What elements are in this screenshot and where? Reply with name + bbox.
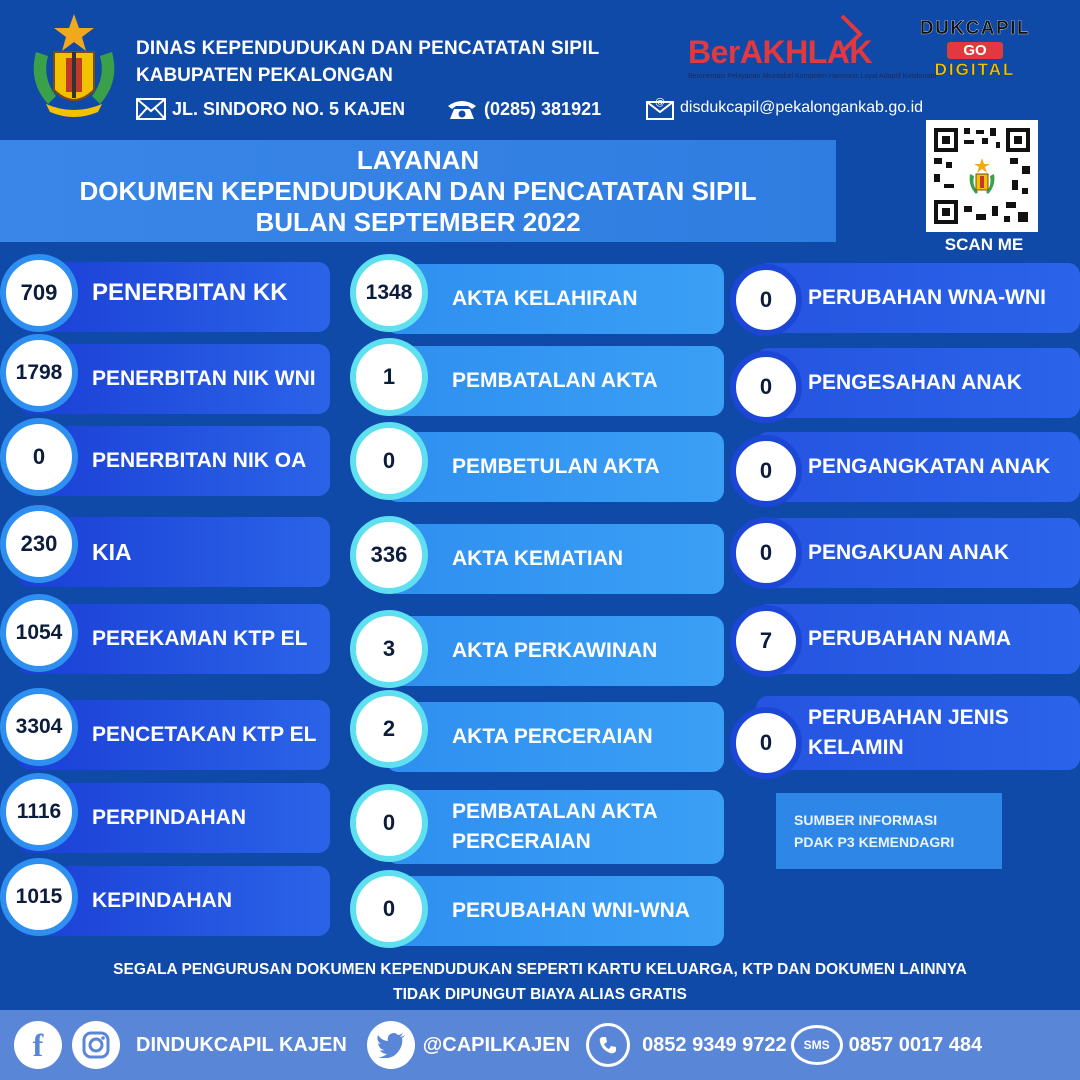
service-count: 230 bbox=[0, 505, 78, 583]
header bbox=[0, 0, 1080, 135]
service-count: 0 bbox=[350, 422, 428, 500]
berakhlak-tagline: Berorientasi Pelayanan Akuntabel Kompeten Harmonis Loyal Adaptif Kolaboratif bbox=[688, 73, 937, 80]
dukcapil-logo-line1: DUKCAPIL bbox=[919, 18, 1031, 39]
service-count: 0 bbox=[350, 784, 428, 862]
title-banner bbox=[0, 140, 836, 242]
service-label bbox=[452, 797, 658, 857]
sms-badge-label: SMS bbox=[803, 1038, 830, 1052]
service-count: 0 bbox=[730, 351, 802, 423]
qr-caption: SCAN ME bbox=[944, 235, 1024, 254]
title-line1: LAYANAN bbox=[356, 144, 480, 175]
service-count: 1798 bbox=[0, 334, 78, 412]
service-label: PENERBITAN KK bbox=[92, 279, 288, 306]
free-service-notice bbox=[0, 957, 1080, 1007]
service-count: 0 bbox=[730, 707, 802, 779]
service-label: PEREKAMAN KTP EL bbox=[92, 627, 308, 650]
whatsapp-icon[interactable] bbox=[586, 1023, 630, 1067]
service-label: PEMBATALAN AKTA bbox=[452, 369, 658, 392]
service-label: KIA bbox=[92, 539, 132, 565]
service-count: 0 bbox=[730, 517, 802, 589]
service-label: PENGESAHAN ANAK bbox=[808, 371, 1022, 394]
envelope-icon bbox=[136, 98, 166, 120]
service-label: PERUBAHAN NAMA bbox=[808, 627, 1011, 650]
service-count: 3304 bbox=[0, 688, 78, 766]
service-label: AKTA PERKAWINAN bbox=[452, 639, 658, 662]
service-count: 2 bbox=[350, 690, 428, 768]
service-label: PENGAKUAN ANAK bbox=[808, 541, 1010, 564]
berakhlak-word: BerAKHLAK bbox=[688, 34, 872, 70]
service-label: AKTA KELAHIRAN bbox=[452, 287, 638, 310]
service-label-line2: KELAMIN bbox=[808, 736, 904, 759]
service-count: 1015 bbox=[0, 858, 78, 936]
source-info-box bbox=[776, 793, 1002, 869]
facebook-icon[interactable]: f bbox=[14, 1021, 62, 1069]
email-icon bbox=[646, 96, 674, 120]
twitter-handle[interactable]: @CAPILKAJEN bbox=[422, 1033, 571, 1056]
email-text: disdukcapil@pekalongankab.go.id bbox=[680, 99, 924, 116]
whatsapp-number[interactable]: 0852 9349 9722 bbox=[642, 1033, 787, 1056]
service-count: 1348 bbox=[350, 254, 428, 332]
service-count: 7 bbox=[730, 605, 802, 677]
phone-text: (0285) 381921 bbox=[484, 98, 602, 119]
org-name-line1: DINAS KEPENDUDUKAN DAN PENCATATAN SIPIL bbox=[136, 38, 600, 59]
service-label-line1: PEMBATALAN AKTA bbox=[452, 800, 658, 823]
footer-contacts bbox=[0, 1010, 1080, 1080]
org-name-line2: KABUPATEN PEKALONGAN bbox=[136, 65, 393, 86]
service-count: 0 bbox=[730, 435, 802, 507]
instagram-icon[interactable] bbox=[72, 1021, 120, 1069]
service-count: 709 bbox=[0, 254, 78, 332]
service-label-line1: PERUBAHAN JENIS bbox=[808, 706, 1009, 729]
service-label: PENCETAKAN KTP EL bbox=[92, 723, 317, 746]
notice-line1: SEGALA PENGURUSAN DOKUMEN KEPENDUDUKAN SEPERTI KARTU KELUARGA, KTP DAN DOKUMEN LAINNYA bbox=[113, 961, 967, 978]
service-label: PERPINDAHAN bbox=[92, 806, 247, 829]
sms-number[interactable]: 0857 0017 484 bbox=[848, 1033, 983, 1056]
service-count: 1 bbox=[350, 338, 428, 416]
telephone-icon bbox=[446, 98, 478, 120]
service-count: 0 bbox=[730, 264, 802, 336]
service-label-line2: PERCERAIAN bbox=[452, 830, 591, 853]
social-handle[interactable]: DINDUKCAPIL KAJEN bbox=[136, 1033, 347, 1056]
title-line3: BULAN SEPTEMBER 2022 bbox=[255, 206, 581, 237]
phone bbox=[446, 96, 601, 122]
source-line2: PDAK P3 KEMENDAGRI bbox=[794, 834, 955, 850]
service-label: PENERBITAN NIK OA bbox=[92, 449, 307, 472]
service-count: 1054 bbox=[0, 594, 78, 672]
service-label: KEPINDAHAN bbox=[92, 889, 233, 912]
email bbox=[646, 94, 923, 122]
dukcapil-go-digital-logo bbox=[900, 18, 1050, 90]
service-label: PENGANGKATAN ANAK bbox=[808, 455, 1051, 478]
service-label: PERUBAHAN WNI-WNA bbox=[452, 899, 690, 922]
title-line2: DOKUMEN KEPENDUDUKAN DAN PENCATATAN SIPIL bbox=[79, 175, 757, 206]
service-label: PEMBETULAN AKTA bbox=[452, 455, 660, 478]
sms-icon bbox=[791, 1025, 843, 1065]
service-label: AKTA KEMATIAN bbox=[452, 547, 624, 570]
service-label: PENERBITAN NIK WNI bbox=[92, 367, 316, 390]
service-count: 0 bbox=[0, 418, 78, 496]
service-count: 1116 bbox=[0, 773, 78, 851]
service-count: 336 bbox=[350, 516, 428, 594]
notice-line2: TIDAK DIPUNGUT BIAYA ALIAS GRATIS bbox=[393, 986, 687, 1003]
service-label bbox=[808, 703, 1009, 763]
dukcapil-logo-line3: DIGITAL bbox=[934, 60, 1016, 79]
address-text: JL. SINDORO NO. 5 KAJEN bbox=[172, 98, 406, 119]
source-line1: SUMBER INFORMASI bbox=[794, 812, 938, 828]
dukcapil-logo-line2: GO bbox=[947, 42, 1002, 59]
regency-emblem-icon bbox=[26, 12, 122, 122]
berakhlak-logo bbox=[686, 14, 937, 88]
service-count: 3 bbox=[350, 610, 428, 688]
svg-text:@: @ bbox=[655, 97, 665, 108]
address bbox=[136, 96, 405, 122]
service-label: AKTA PERCERAIAN bbox=[452, 725, 653, 748]
twitter-icon[interactable] bbox=[367, 1021, 415, 1069]
qr-code[interactable] bbox=[926, 120, 1038, 232]
service-count: 0 bbox=[350, 870, 428, 948]
service-label: PERUBAHAN WNA-WNI bbox=[808, 286, 1046, 309]
